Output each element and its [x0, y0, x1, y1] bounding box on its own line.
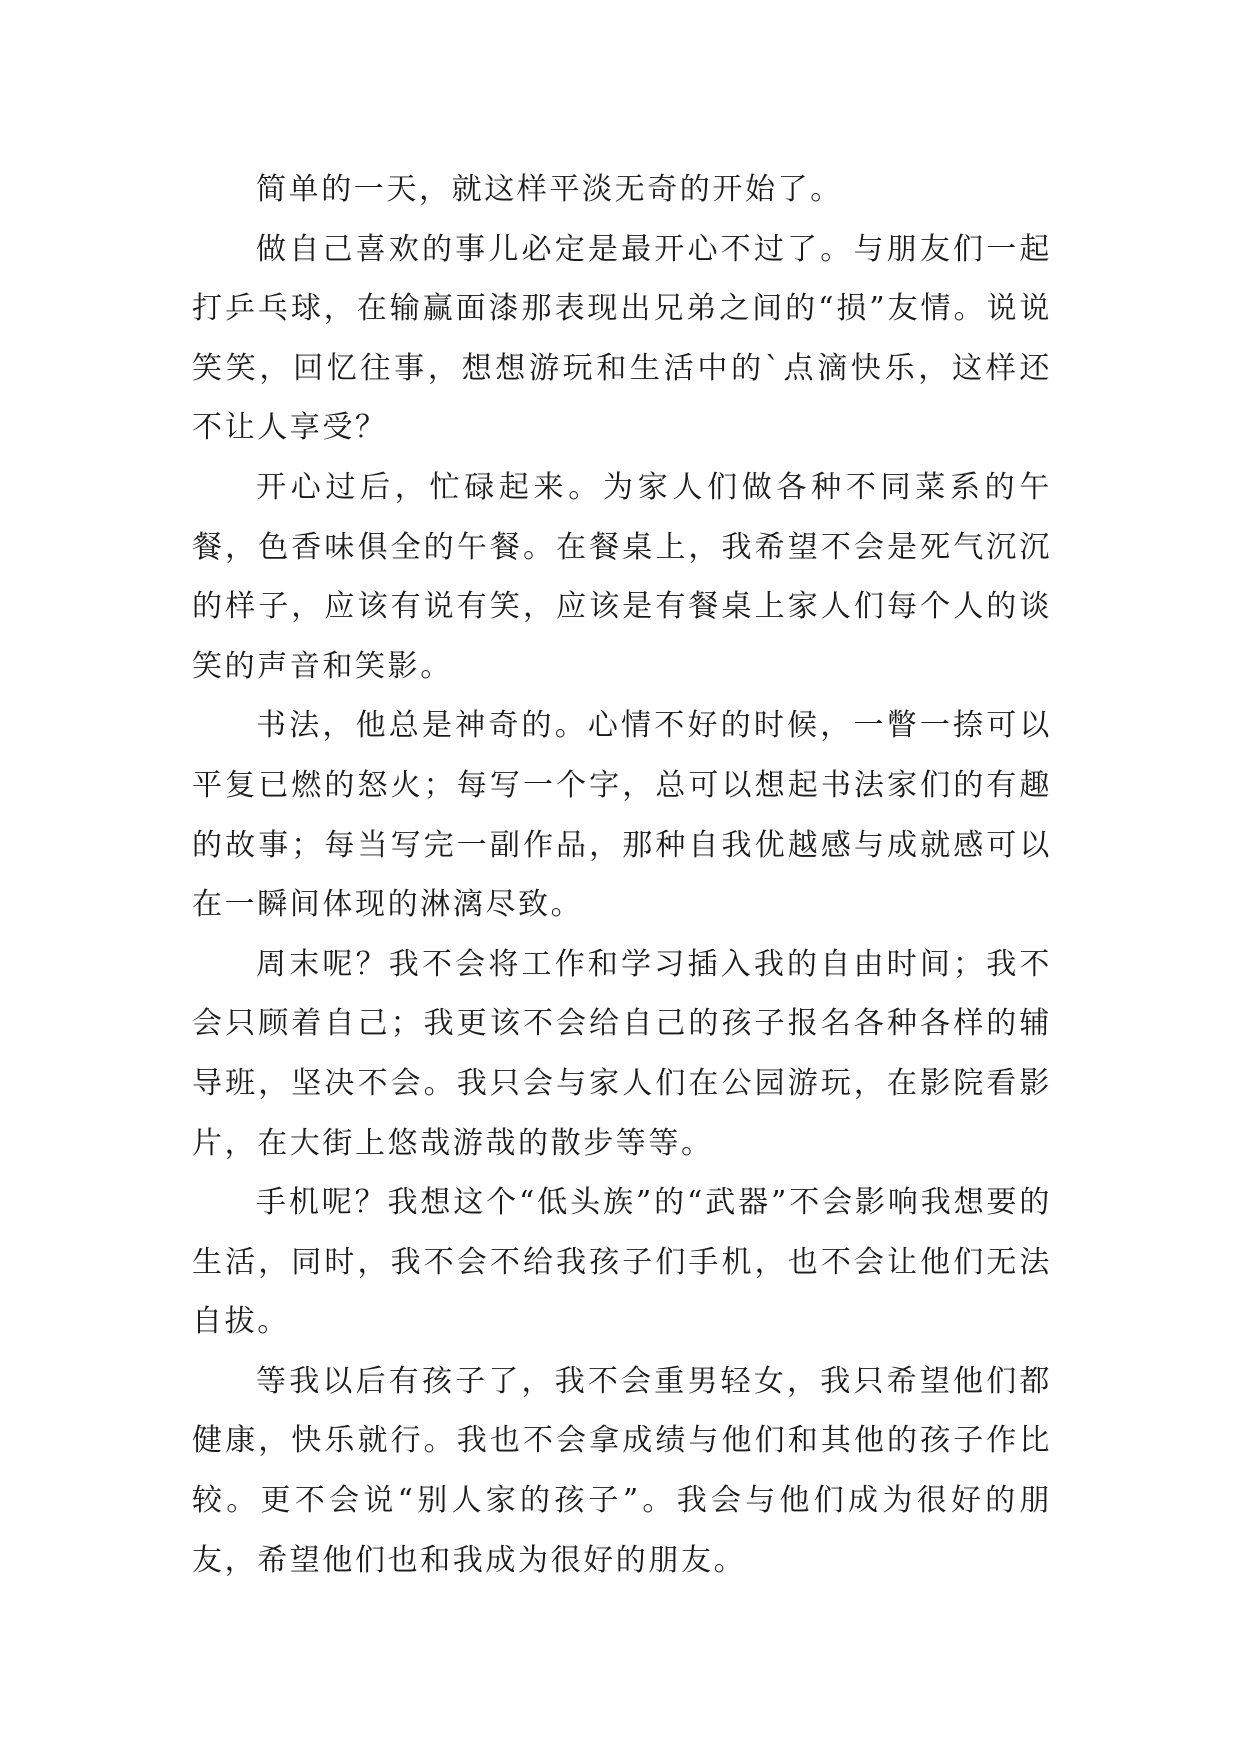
paragraph-4: 书法，他总是神奇的。心情不好的时候，一瞥一捺可以平复已燃的怒火；每写一个字，总可以想起书法家们的有趣的故事；每当写完一副作品，那种自我优越感与成就感可以在一瞬间体现的淋漓尽致。: [192, 708, 1052, 923]
paragraph-7: 等我以后有孩子了，我不会重男轻女，我只希望他们都健康，快乐就行。我也不会拿成绩与他们和其他的孩子作比较。更不会说“别人家的孩子”。我会与他们成为很好的朋友，希望他们也和我成为很好的朋友。: [192, 1363, 1052, 1578]
paragraph-1: 简单的一天，就这样平淡无奇的开始了。: [256, 172, 843, 207]
document-body: [192, 160, 1052, 1590]
paragraph-2: 做自己喜欢的事儿必定是最开心不过了。与朋友们一起打乒乓球，在输赢面漆那表现出兄弟之间的“损”友情。说说笑笑，回忆往事，想想游玩和生活中的`点滴快乐，这样还不让人享受？: [192, 231, 1052, 446]
paragraph-3: 开心过后，忙碌起来。为家人们做各种不同菜系的午餐，色香味俱全的午餐。在餐桌上，我希望不会是死气沉沉的样子，应该有说有笑，应该是有餐桌上家人们每个人的谈笑的声音和笑影。: [192, 469, 1052, 684]
paragraph-6: 手机呢？我想这个“低头族”的“武器”不会影响我想要的生活，同时，我不会不给我孩子们手机，也不会让他们无法自拔。: [192, 1185, 1052, 1340]
paragraph-5: 周末呢？我不会将工作和学习插入我的自由时间；我不会只顾着自己；我更该不会给自己的孩子报名各种各样的辅导班，坚决不会。我只会与家人们在公园游玩，在影院看影片，在大街上悠哉游哉的散步等等。: [192, 946, 1052, 1161]
